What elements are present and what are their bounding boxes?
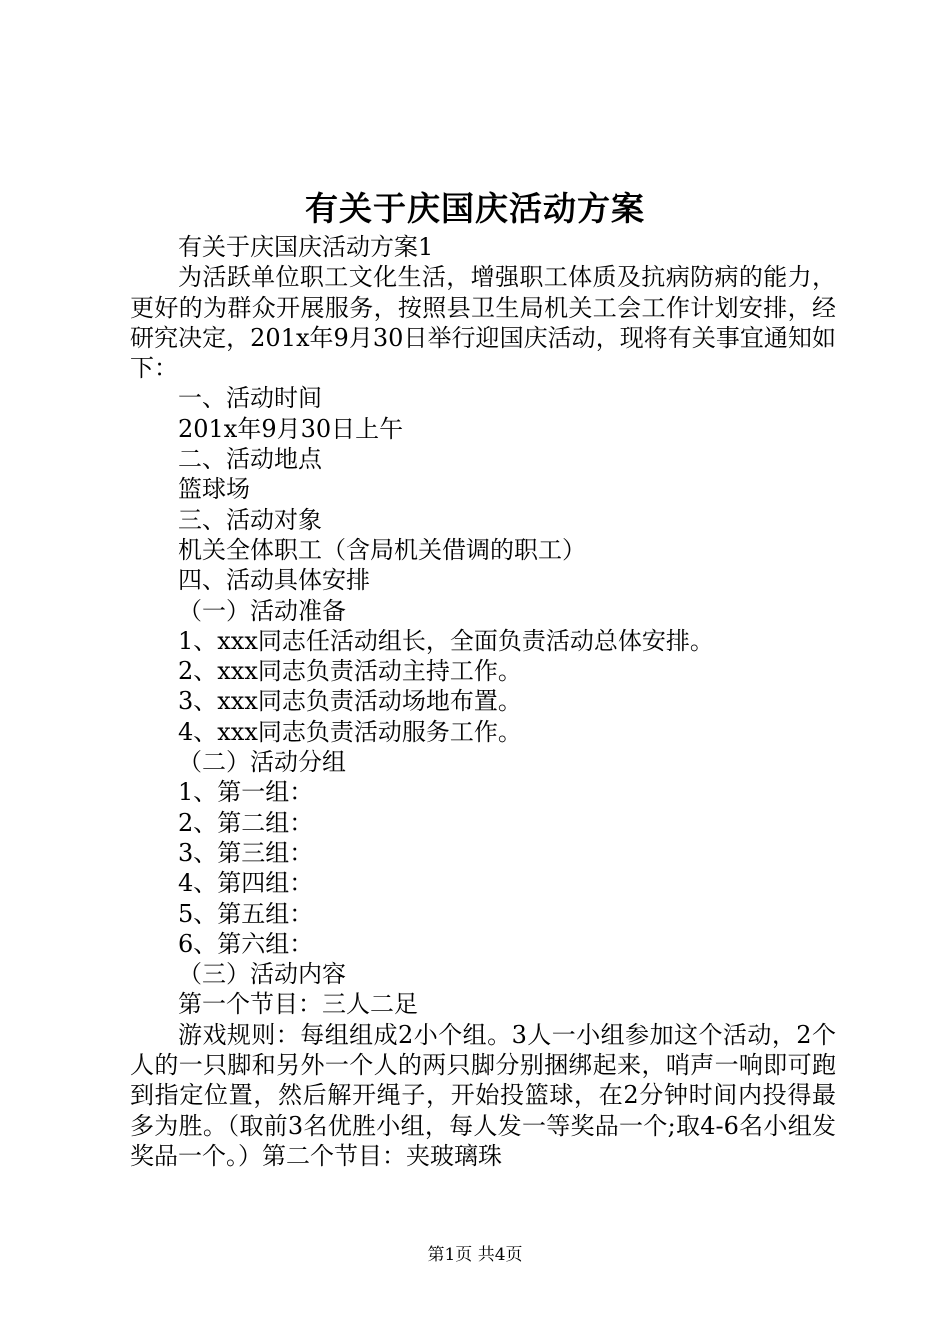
paragraph: 1、第一组： [178,778,314,807]
paragraph: 5、第五组： [178,899,314,928]
paragraph: 篮球场 [178,475,250,504]
page-footer [0,1243,950,1267]
paragraph: 机关全体职工（含局机关借调的职工） [178,535,586,564]
paragraph: 3、第三组： [178,838,314,867]
paragraph: 游戏规则：每组组成2小个组。3人一小组参加这个活动，2个人的一只脚和另外一个人的两只脚分别捆绑起来，哨声一响即可跑到指定位置，然后解开绳子，开始投篮球，在2分钟时间内投得最多为胜。（取前3名优胜小组，每人发一等奖品一个;取4-6名小组发奖品一个。）第二个节目：夹玻璃珠 [130,1020,836,1170]
paragraph: 二、活动地点 [178,445,322,474]
paragraph: 6、第六组： [178,929,314,958]
paragraph: 4、xxx同志负责活动服务工作。 [178,717,522,746]
paragraph: 一、活动时间 [178,384,322,413]
paragraph: 四、活动具体安排 [178,566,370,595]
paragraph: 201x年9月30日上午 [178,414,404,443]
paragraph: 2、第二组： [178,808,314,837]
page-total: 共4页 [477,1245,523,1265]
page-number: 第1页 [427,1245,473,1265]
document-title: 有关于庆国庆活动方案 [305,189,645,228]
paragraph: 2、xxx同志负责活动主持工作。 [178,657,522,686]
paragraph: 有关于庆国庆活动方案1 [178,233,434,261]
paragraph: （一）活动准备 [178,596,346,625]
paragraph: 第一个节目：三人二足 [178,990,418,1019]
paragraph: 4、第四组： [178,869,314,898]
paragraph: 3、xxx同志负责活动场地布置。 [178,687,522,716]
paragraph: （二）活动分组 [178,748,346,777]
paragraph: 1、xxx同志任活动组长，全面负责活动总体安排。 [178,626,714,655]
paragraph: 为活跃单位职工文化生活，增强职工体质及抗病防病的能力，更好的为群众开展服务，按照县卫生局机关工会工作计划安排，经研究决定，201x年9月30日举行迎国庆活动，现将有关事宜通知如下： [130,263,836,383]
paragraph: 三、活动对象 [178,505,322,534]
paragraph: （三）活动内容 [178,960,346,989]
document-body [130,232,836,1171]
